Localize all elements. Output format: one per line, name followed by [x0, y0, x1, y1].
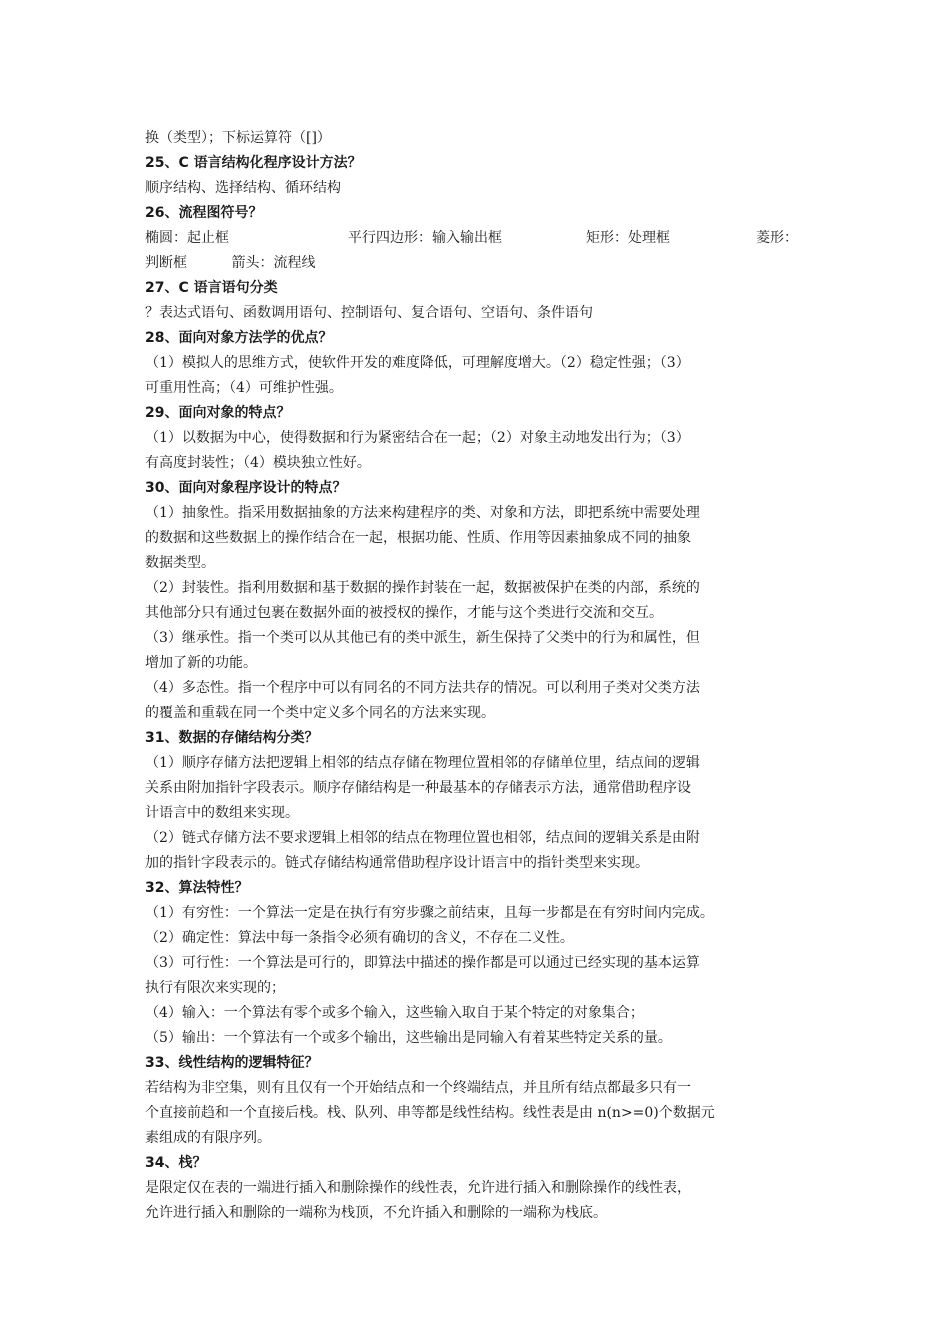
text-line: 允许进行插入和删除的一端称为栈顶，不允许插入和删除的一端称为栈底。 — [145, 1205, 607, 1221]
text-line: （1）抽象性。指采用数据抽象的方法来构建程序的类、对象和方法，即把系统中需要处理 — [145, 505, 700, 521]
text-line: （4）多态性。指一个程序中可以有同名的不同方法共存的情况。可以利用子类对父类方法 — [145, 680, 700, 696]
text-line: 增加了新的功能。 — [145, 655, 257, 671]
text-line: （3）继承性。指一个类可以从其他已有的类中派生，新生保持了父类中的行为和属性，但 — [145, 630, 700, 646]
heading-q33: 33、线性结构的逻辑特征？ — [145, 1055, 319, 1071]
text-line: 有高度封装性；（4）模块独立性好。 — [145, 455, 371, 471]
text-line: 计语言中的数组来实现。 — [145, 805, 299, 821]
text-line: 判断框 箭头：流程线 — [145, 255, 316, 271]
text-line: （3）可行性：一个算法是可行的，即算法中描述的操作都是可以通过已经实现的基本运算 — [145, 955, 700, 971]
flowchart-parallelogram: 平行四边形：输入输出框 — [348, 230, 502, 246]
heading-q32: 32、算法特性？ — [145, 880, 249, 896]
heading-q27: 27、C 语言语句分类 — [145, 280, 278, 296]
text-line: 顺序结构、选择结构、循环结构 — [145, 180, 341, 196]
text-line: 个直接前趋和一个直接后栈。栈、队列、串等都是线性结构。线性表是由 n(n>=0)个数据元 — [145, 1105, 715, 1121]
text-line: 关系由附加指针字段表示。顺序存储结构是一种最基本的存储表示方法，通常借助程序设 — [145, 780, 691, 796]
flowchart-symbols-row — [145, 226, 817, 251]
text-line: 加的指针字段表示的。链式存储结构通常借助程序设计语言中的指针类型来实现。 — [145, 855, 649, 871]
text-line: （5）输出：一个算法有一个或多个输出，这些输出是同输入有着某些特定关系的量。 — [145, 1030, 672, 1046]
text-line: 的数据和这些数据上的操作结合在一起，根据功能、性质、作用等因素抽象成不同的抽象 — [145, 530, 691, 546]
text-line: 的覆盖和重载在同一个类中定义多个同名的方法来实现。 — [145, 705, 495, 721]
text-line: （2）封装性。指利用数据和基于数据的操作封装在一起，数据被保护在类的内部，系统的 — [145, 580, 700, 596]
text-line: 其他部分只有通过包裹在数据外面的被授权的操作，才能与这个类进行交流和交互。 — [145, 605, 663, 621]
text-line: 若结构为非空集，则有且仅有一个开始结点和一个终端结点，并且所有结点都最多只有一 — [145, 1080, 691, 1096]
heading-q34: 34、栈？ — [145, 1155, 207, 1171]
text-line: （1）顺序存储方法把逻辑上相邻的结点存储在物理位置相邻的存储单位里，结点间的逻辑 — [145, 755, 700, 771]
heading-q28: 28、面向对象方法学的优点？ — [145, 330, 333, 346]
text-line: （1）以数据为中心，使得数据和行为紧密结合在一起；（2）对象主动地发出行为；（3） — [145, 430, 690, 446]
text-line: 可重用性高；（4）可维护性强。 — [145, 380, 343, 396]
flowchart-rectangle: 矩形：处理框 — [586, 230, 670, 246]
text-line: 执行有限次来实现的； — [145, 980, 285, 996]
heading-q29: 29、面向对象的特点？ — [145, 405, 291, 421]
text-line: （2）链式存储方法不要求逻辑上相邻的结点在物理位置也相邻，结点间的逻辑关系是由附 — [145, 830, 700, 846]
heading-q31: 31、数据的存储结构分类？ — [145, 730, 319, 746]
text-line: （1）模拟人的思维方式，使软件开发的难度降低，可理解度增大。（2）稳定性强；（3） — [145, 355, 690, 371]
heading-q26: 26、流程图符号？ — [145, 205, 263, 221]
text-line: （1）有穷性：一个算法一定是在执行有穷步骤之前结束，且每一步都是在有穷时间内完成。 — [145, 905, 714, 921]
document-page — [145, 126, 817, 1226]
flowchart-ellipse: 椭圆：起止框 — [145, 230, 229, 246]
text-line: （2）确定性：算法中每一条指令必须有确切的含义，不存在二义性。 — [145, 930, 574, 946]
text-line: 数据类型。 — [145, 555, 215, 571]
text-line: 是限定仅在表的一端进行插入和删除操作的线性表，允许进行插入和删除操作的线性表， — [145, 1180, 691, 1196]
flowchart-diamond: 菱形： — [756, 230, 798, 246]
text-line: 素组成的有限序列。 — [145, 1130, 271, 1146]
text-line: 换（类型）；下标运算符（[]） — [145, 130, 331, 146]
text-line: （4）输入：一个算法有零个或多个输入，这些输入取自于某个特定的对象集合； — [145, 1005, 644, 1021]
heading-q25: 25、C 语言结构化程序设计方法？ — [145, 155, 362, 171]
text-line: ？表达式语句、函数调用语句、控制语句、复合语句、空语句、条件语句 — [145, 305, 593, 321]
heading-q30: 30、面向对象程序设计的特点？ — [145, 480, 347, 496]
